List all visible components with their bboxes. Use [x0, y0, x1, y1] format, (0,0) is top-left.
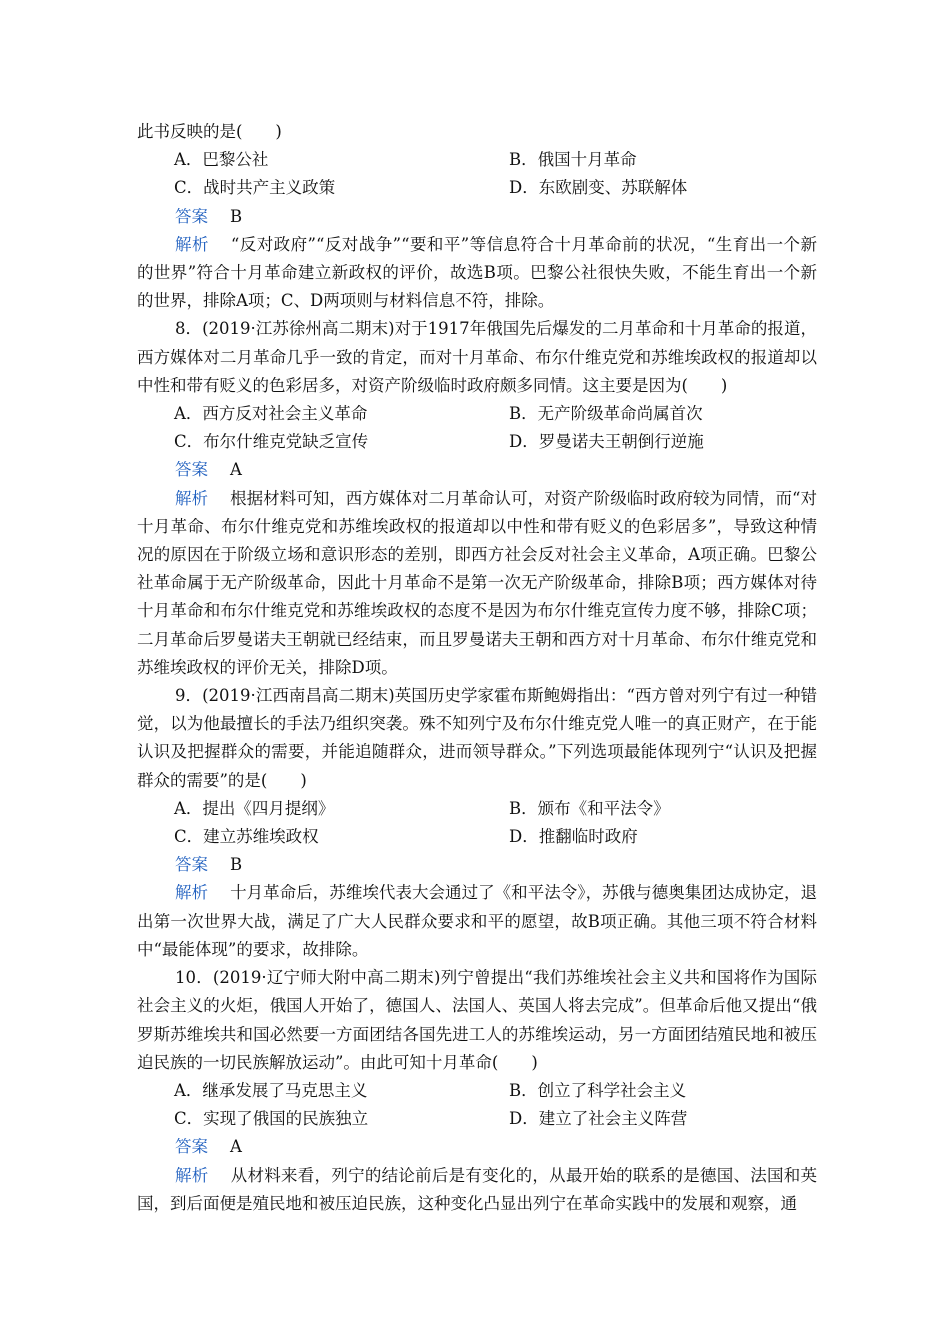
q9-option-c: C．建立苏维埃政权 — [174, 827, 319, 847]
q8-option-b: B．无产阶级革命尚属首次 — [509, 404, 703, 424]
analysis-text: “反对政府”“反对战争”“要和平”等信息符合十月革命前的状况，“生育出一个新的世界”符合十月革命建立新政权的评价，故选B项。巴黎公社很快失败，不能生育出一个新的世界，排除A项；C、D两项则与材料信息不符，排除。 — [137, 234, 817, 311]
q9-options-row-2 — [137, 823, 817, 851]
q9-analysis — [137, 879, 817, 964]
analysis-text: 根据材料可知，西方媒体对二月革命认可，对资产阶级临时政府较为同情，而“对十月革命、布尔什维克党和苏维埃政权的报道却以中性和带有贬义的色彩居多”，导致这种情况的原因在于阶级立场和意识形态的差别，即西方社会反对社会主义革命，A项正确。巴黎公社革命属于无产阶级革命，因此十月革命不是第一次无产阶级革命，排除B项；西方媒体对待十月革命和布尔什维克党和苏维埃政权的态度不是因为布尔什维克宣传力度不够，排除C项；二月革命后罗曼诺夫王朝就已经结束，而且罗曼诺夫王朝和西方对十月革命、布尔什维克党和苏维埃政权的评价无关，排除D项。 — [137, 488, 818, 677]
question-content — [137, 118, 817, 1218]
q8-stem: 8．(2019·江苏徐州高二期末)对于1917年俄国先后爆发的二月革命和十月革命的报道，西方媒体对二月革命几乎一致的肯定，而对十月革命、布尔什维克党和苏维埃政权的报道却以中性和带有贬义的色彩居多，对资产阶级临时政府颇多同情。这主要是因为( ) — [137, 319, 817, 395]
q8-option-c: C．布尔什维克党缺乏宣传 — [174, 432, 369, 452]
q10-answer — [137, 1133, 817, 1161]
q8-analysis — [137, 485, 817, 682]
q8-options-row-1 — [137, 400, 817, 428]
q9-option-b: B．颁布《和平法令》 — [509, 798, 670, 818]
q10-stem: 10．(2019·辽宁师大附中高二期末)列宁曾提出“我们苏维埃社会主义共和国将作为国际社会主义的火炬，俄国人开始了，德国人、法国人、英国人将去完成”。但革命后他又提出“俄罗斯苏维埃共和国必然要一方面团结各国先进工人的苏维埃运动，另一方面团结殖民地和被压迫民族的一切民族解放运动”。由此可知十月革命( ) — [137, 968, 817, 1072]
answer-label: 答案 — [175, 460, 208, 480]
q7-options-row-2 — [137, 174, 817, 202]
q8-options-row-2 — [137, 428, 817, 456]
answer-value: B — [230, 206, 243, 226]
analysis-label: 解析 — [175, 883, 209, 903]
analysis-label: 解析 — [175, 488, 209, 508]
q7-stem: 此书反映的是( ) — [137, 122, 282, 141]
answer-label: 答案 — [175, 1137, 208, 1157]
q10-analysis — [137, 1162, 817, 1218]
q9-option-a: A．提出《四月提纲》 — [174, 798, 335, 818]
q7-options-row-1 — [137, 146, 817, 174]
q8-option-a: A．西方反对社会主义革命 — [174, 404, 368, 424]
q7-option-b: B．俄国十月革命 — [509, 150, 637, 170]
q7-option-d: D．东欧剧变、苏联解体 — [509, 178, 688, 198]
q10-option-b: B．创立了科学社会主义 — [509, 1080, 687, 1100]
q10-option-c: C．实现了俄国的民族独立 — [174, 1109, 369, 1129]
analysis-text: 从材料来看，列宁的结论前后是有变化的，从最开始的联系的是德国、法国和英国，到后面便是殖民地和被压迫民族，这种变化凸显出列宁在革命实践中的发展和观察，通 — [137, 1165, 818, 1213]
answer-value: B — [230, 855, 243, 875]
q9-answer — [137, 851, 817, 879]
q7-analysis — [137, 231, 817, 316]
answer-value: A — [230, 1137, 242, 1157]
analysis-label: 解析 — [175, 1165, 209, 1185]
answer-label: 答案 — [175, 855, 208, 875]
q10-options-row-1 — [137, 1077, 817, 1105]
answer-value: A — [230, 460, 242, 480]
q7-option-c: C．战时共产主义政策 — [174, 178, 336, 198]
q9-options-row-1 — [137, 795, 817, 823]
q9-stem: 9．(2019·江西南昌高二期末)英国历史学家霍布斯鲍姆指出：“西方曾对列宁有过一种错觉，以为他最擅长的手法乃组织突袭。殊不知列宁及布尔什维克党人唯一的真正财产，在于能认识及把握群众的需要，并能追随群众，进而领导群众。”下列选项最能体现列宁“认识及把握群众的需要”的是( ) — [137, 686, 817, 790]
q7-answer — [137, 203, 817, 231]
answer-label: 答案 — [175, 206, 208, 226]
q9-option-d: D．推翻临时政府 — [509, 827, 638, 847]
q10-option-a: A．继承发展了马克思主义 — [174, 1080, 368, 1100]
q8-option-d: D．罗曼诺夫王朝倒行逆施 — [509, 432, 704, 452]
q10-option-d: D．建立了社会主义阵营 — [509, 1109, 688, 1129]
analysis-label: 解析 — [175, 234, 209, 254]
analysis-text: 十月革命后，苏维埃代表大会通过了《和平法令》，苏俄与德奥集团达成协定，退出第一次世界大战，满足了广大人民群众要求和平的愿望，故B项正确。其他三项不符合材料中“最能体现”的要求，故排除。 — [137, 883, 818, 959]
q8-answer — [137, 456, 817, 484]
q7-option-a: A．巴黎公社 — [174, 150, 269, 170]
q10-options-row-2 — [137, 1105, 817, 1133]
